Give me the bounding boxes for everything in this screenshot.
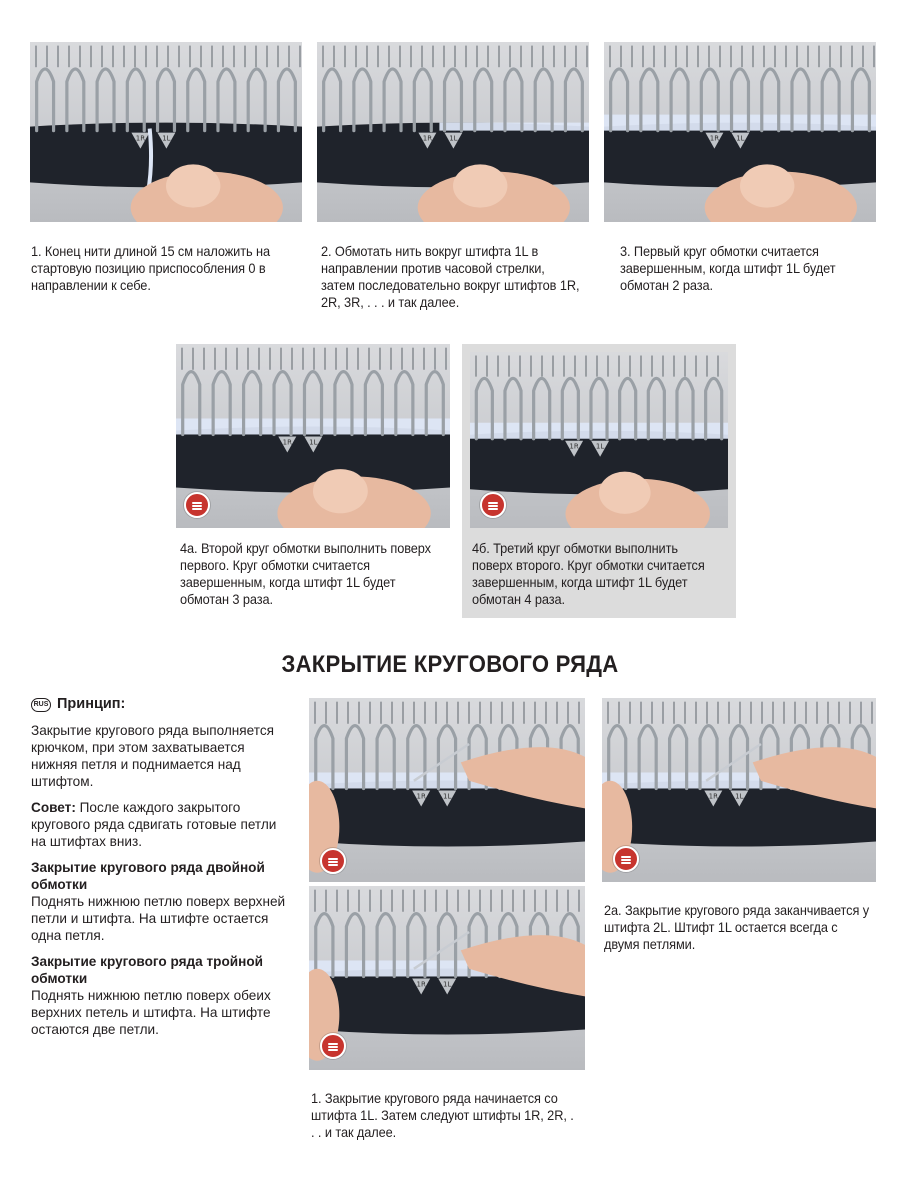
tip-text: После каждого закрытого кругового ряда сдвигать готовые петли на штифтах вниз.	[31, 800, 277, 849]
svg-text:1L: 1L	[595, 442, 605, 451]
svg-text:1R: 1R	[709, 134, 720, 143]
language-badge: RUS	[31, 698, 51, 712]
double-wrap-title: Закрытие кругового ряда двойной обмотки	[31, 860, 265, 892]
loom-illustration	[470, 352, 728, 528]
svg-text:1R: 1R	[708, 792, 718, 801]
triple-wrap-title: Закрытие кругового ряда тройной обмотки	[31, 954, 263, 986]
principle-heading	[31, 696, 293, 713]
caption-step-3: 3. Первый круг обмотки считается завершенным, когда штифт 1L будет обмотан 2 раза.	[620, 244, 836, 293]
menu-badge-icon	[480, 492, 506, 518]
svg-text:1L: 1L	[162, 134, 171, 143]
double-wrap-block	[31, 859, 293, 944]
svg-text:1R: 1R	[416, 792, 426, 801]
caption-close-1: 1. Закрытие кругового ряда начинается со штифта 1L. Затем следуют штифты 1R, 2R, . . . и так далее.	[311, 1091, 574, 1140]
loom-illustration	[602, 698, 876, 882]
triple-wrap-text: Поднять нижнюю петлю поверх обеих верхних петель и штифта. На штифте остаются две петли.	[31, 988, 271, 1037]
photo-step-1	[30, 42, 302, 222]
menu-badge-icon	[320, 1033, 346, 1059]
principle-tip	[31, 799, 293, 850]
loom-illustration	[30, 42, 302, 222]
photo-close-1a	[309, 698, 585, 882]
loom-illustration	[317, 42, 589, 222]
double-wrap-text: Поднять нижнюю петлю поверх верхней петли и штифта. На штифте остается одна петля.	[31, 894, 286, 943]
photo-step-4b	[470, 352, 728, 528]
svg-text:1R: 1R	[569, 442, 579, 451]
svg-text:1R: 1R	[135, 134, 146, 143]
caption-step-1: 1. Конец нити длиной 15 см наложить на стартовую позицию приспособления 0 в направлении к себе.	[31, 244, 270, 293]
photo-step-3	[604, 42, 876, 222]
loom-illustration	[309, 886, 585, 1070]
svg-text:1L: 1L	[443, 792, 452, 801]
menu-badge-icon	[613, 846, 639, 872]
svg-text:1L: 1L	[736, 134, 745, 143]
loom-illustration	[604, 42, 876, 222]
principle-heading-text: Принцип:	[57, 696, 126, 712]
svg-text:1L: 1L	[443, 980, 452, 989]
photo-step-4a	[176, 344, 450, 528]
photo-close-2a	[602, 698, 876, 882]
svg-text:1L: 1L	[735, 792, 744, 801]
svg-text:1L: 1L	[309, 438, 318, 447]
section-title: ЗАКРЫТИЕ КРУГОВОГО РЯДА	[281, 651, 619, 678]
caption-step-4a: 4а. Второй круг обмотки выполнить поверх первого. Круг обмотки считается завершенным, когда штифт 1L будет обмотан 3 раза.	[180, 541, 431, 607]
svg-text:1R: 1R	[416, 980, 426, 989]
menu-badge-icon	[320, 848, 346, 874]
svg-text:1R: 1R	[282, 438, 292, 447]
principle-intro: Закрытие кругового ряда выполняется крючком, при этом захватывается нижняя петля и поднимается над штифтом.	[31, 723, 274, 789]
svg-text:1R: 1R	[422, 134, 433, 143]
menu-badge-icon	[184, 492, 210, 518]
caption-step-4b: 4б. Третий круг обмотки выполнить поверх второго. Круг обмотки считается завершенным, когда штифт 1L будет обмотан 4 раза.	[472, 541, 705, 607]
photo-step-2	[317, 42, 589, 222]
caption-close-2a: 2а. Закрытие кругового ряда заканчивается у штифта 2L. Штифт 1L остается всегда с двумя петлями.	[604, 903, 870, 952]
principle-block	[31, 696, 293, 1047]
photo-close-1b	[309, 886, 585, 1070]
loom-illustration	[309, 698, 585, 882]
tip-label: Совет:	[31, 800, 76, 815]
svg-text:1L: 1L	[449, 134, 458, 143]
triple-wrap-block	[31, 953, 293, 1038]
loom-illustration	[176, 344, 450, 528]
caption-step-2: 2. Обмотать нить вокруг штифта 1L в направлении против часовой стрелки, затем последовательно вокруг штифтов 1R, 2R, 3R, . . . и так далее.	[321, 244, 580, 310]
